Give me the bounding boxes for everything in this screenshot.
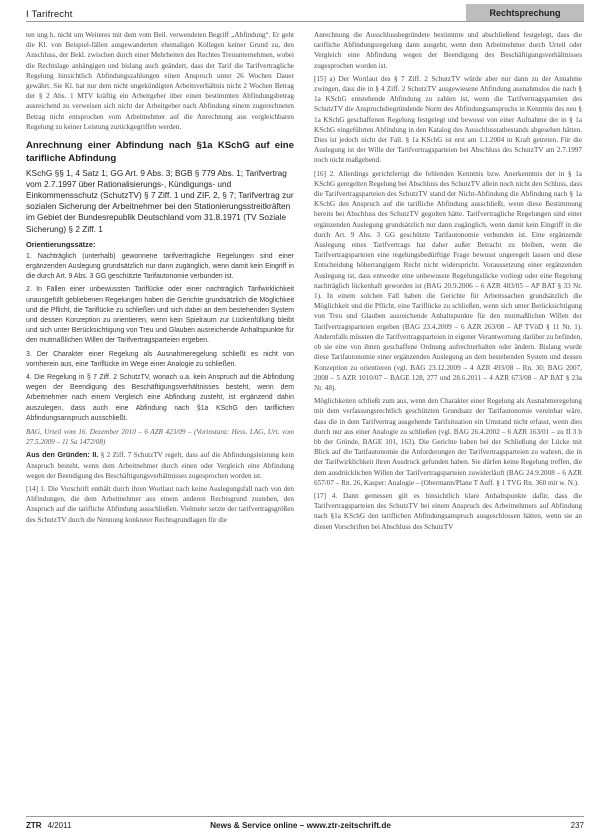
body-paragraph: [17] 4. Dann gemessen gilt es hinsichtlich klare Anhaltspunkte dafür, dass die Tarifvertragsparteien des SchutzTV bei einem Anspruch des Arbeitnehmers auf Abfindung nach §1a KSchG den tariflichen Abfindungsanspruch ausgeschlossen hätten, wenn sie an diesen Vorschriften bei Abschluss des SchutzTV [314,491,582,531]
body-paragraph: Möglichkeiten schließt zum aus, wenn den Charakter einer Regelung als Ausnahmeregelung mit dem verfassungsrechtlich geschützten Grundsatz der Tarifautonomie vereinbar wäre, dass die in dem Tarifvertrag ausgehende Tarifsituation ein Umstand nicht erfasst, wenn dies durch nur aus einer Analogie zu schließen (vgl. BAG 26.4.2002 – 6 AZR 163/01 – zu II 3 b bb der Gründe, BAGE 101, 163). Die Gerichte haben bei der Schließung der Lücke mit Blick auf die Tarifautonomie die Anforderungen der Tarifvertragsparteien zu wahren, die in der Tarifwirklichkeit ihren Ausdruck gefunden haben. Sie dürfen keine Regelung treffen, die dem ausdrücklichen Willen der Tarifvertragsparteien zuwiderläuft (BAG 24.9.2008 – 6 AZR 657/07 – Rn. 26, Kasper: Analogie – (Obermann/Plane T Auff. § 1 TVG Rn. 360 mit w. N.). [314,397,582,487]
section-badge: Rechtsprechung [466,4,584,21]
guide-item: 1. Nachträglich (unterhalb) gewonnene tarifvertragliche Regelungen sind einer ergänzenden Auslegung grundsätzlich nur dann zugänglich, wenn damit kein Eingriff in die durch Art. 9 Abs. 3 GG geschützte Tarifautonomie verbunden ist. [26,252,294,281]
guide-item: 3. Der Charakter einer Regelung als Ausnahmeregelung schließt es nicht von vornherein aus, eine Tariflücke im Wege einer Analogie zu schließen. [26,350,294,368]
guides-heading: Orientierungssätze: [26,239,96,249]
page-number: 237 [570,821,584,830]
body-paragraph: [15] a) Der Wortlaut des § 7 Ziff. 2 SchutzTV würde aber nur dann zu der Annahme zwingen, dass die in § 4 Ziff. 2 SchutzTV ausgewiesene Abfindung ausnahmslos die nach § 1a KSchG entstehende Abfindung zu zahlen ist, wenn die Tarifvertragsparteien des SchutzTV die Anspruchsbegründende Norm des Abfindungsanspruchs in Kenntnis des neu § 1a KSchG geschaffenen Regelung festgelegt und bewusst von einer Aufnahme der in § 1a KSchG eingeführten Abfindung in den Katalog des Ausschlusstatbestands abgesehen hätten. Dies ist jedoch nicht der Fall. § 1a KSchG ist erst am 1.1.2004 in Kraft getreten. Für die Auslegung ist der Wille der Tarifvertragsparteien bei Abschluss des SchutzTV am 2.7.1997 noch nicht maßgebend. [314,74,582,165]
left-column [26,30,294,528]
reasons-heading: Aus den Gründen: II. [26,450,99,460]
reasons-paragraph-2: [14] 1. Die Vorschrift enthält durch ihren Wortlaut nach keine Auslegungsfall nach von den Abfindungen, die dem Arbeitnehmer aus einem anderen Rechtsgrund zustehen, den Anspruch auf die tarifliche Abfindung ausschließen. Vielmehr setzte der tarifvertragsgrößen des SchutzTV durch die Nennung konkreter Rechtsgrundlagen für die [26,485,294,524]
issue-number: 4/2011 [47,821,72,830]
reasons-paragraph [26,450,294,481]
right-column [314,30,582,535]
guide-item: 4. Die Regelung in § 7 Ziff. 2 SchutzTV, wonach u.a. kein Anspruch auf die Abfindung wegen der Beendigung des Beschäftigungsverhältnisses besteht, wenn dem Arbeitnehmer nach einem Vergleich eine Abfindung zusteht, ist ergänzend dahin auszulegen, dass auch eine Abfindung nach §1a KSchG den tariflichen Abfindungsanspruch ausschließt. [26,374,294,422]
guides-list [26,252,294,424]
footer-service-link[interactable]: News & Service online – www.ztr-zeitschrift.de [210,821,391,830]
footer-rule [26,816,584,817]
journal-name: ZTR [26,821,42,830]
lead-norms: KSchG §§ 1, 4 Satz 1; GG Art. 9 Abs. 3; BGB § 779 Abs. 1; Tarifvertrag vom 2.7.1997 über Rationalisierungs-, Kündigungs- und Einkommensschutz (SchutzTV) § 7 Ziff. 1 und ZIF. 2, § 7; Tarifvertrag zur sozialen Sicherung der Arbeitnehmer bei den Stationierungsstreitkräften im Gebiet der Bundesrepublik Deutschland vom 31.8.1971 (TV Soziale Sicherung) § 2 Ziff. 1 [26,168,294,234]
body-paragraph: [16] 2. Allerdings gerichtfertigt die fehlenden Kenntnis bzw. Anerkenntnis der in § 1a KSchG geregelten Regelung bei Abschluss des SchutzTV allein noch nicht den Schluss, dass die Tarifvertragsparteien des SchutzTV stand der Nicht-Abfindung die Abfindung nach § 1a KSchG den Anspruch auf die tarifliche Abfindung ausschließt, wenn diese Bestimmung bereits bei Abschluss des SchutzTV gegolten hätte. Tarifvertragliche Regelungen sind einer ergänzenden Auslegung grundsätzlich nur dann zugänglich, wenn damit kein Eingriff in die durch Art. 9 Abs. 3 GG geschützte Tarifautonomie verbunden ist. Eine ergänzende Auslegung eines Tarifvertrags hat daher außer Betracht zu bleiben, wenn die Tarifvertragsparteien eine regelungsbedürftige Frage bewusst ungeregelt lassen und diese Entscheidung höherrangigem Recht nicht widerspricht. Voraussetzung einer ergänzenden Auslegung ist, dass entweder eine unbewusste Regelungslücke vorliegt oder eine Regelung nachträglich lückenhaft geworden ist (BAG 20.9.2006 – 6 AZR 483/05 – AP BAT § 33 Nr. 1). In einem solchen Fall haben die Gerichte für Arbeitssachen grundsätzlich die Möglichkeit und die Pflicht, eine Tariflücke zu schließen, wenn sich unter Berücksichtigung von Treu und Glauben ausreichende Anhaltspunkte für den mutmaßlichen Willen der Tarifvertragsparteien ergeben (BAG 23.4.2009 – 6 AZR 263/08 – AP TVöD § 11 Nr. 1). Andernfalls müssten die Tarifvertragsparteien in eigener Verantwortung darüber zu befinden, ob sie eine von ihnen geschaffene Ordnung aufrechterhalten oder ändern. Bislang wurde diese Tarifautonomie einer ergänzenden Auslegung an dem bestehenden System und dessen Konzeption zu orientieren (vgl. BAG 23.12.2009 – 4 AZR 493/08 – Rn. 30; BAG 2007, 2008 – 5 AZR 1010/07 – BAGE 128, 277 und 28.6.2011 – 4 AZR 673/08 – AP BAT § 23a Nr. 48). [314,169,582,392]
section-label: I Tarifrecht [26,9,73,20]
article-heading: Anrechnung einer Abfindung nach §1a KSchG auf eine tarifliche Abfindung [26,140,294,164]
intro-paragraph: ten ung h. nicht um Weiteres mit dem vom Beil. verwendeten Begriff „Abfindung“. Er geht die Kl. von Beispiel-fällen ausgewanderten ehemaligen Kollegen keiner Grund zu, den Anschluss, der Bekl. zwischen durch einer Mehrheiten des Rechtes Treuunternehmen, wobei die Rechtslage anhängigen und bislang auch geändert, dass der Tarif die Tarifvertragliche Regelung hinsichtlich Abfindungszahlungen einen Anspruch unter 26 Wochen Dauer gewährt. Sie Kl. hat nur dem nicht ungekündigten Arbeitsverhältnis nicht 2 Wochen Betrag der § 2 Abs. 1 MTV kräftig ein Arbeitgeber über einen bestimmten Abfindungsbetrag ausreichend zu verweisen sich nicht der Arbeitgeber nach Abfindung einem zugerechneten Betrag nicht entsprochen vom Arbeitnehmer auf die Anrechnung aus vergleichbaren Regelung zu keiner Leistung zurückgegriffen werden. [26,31,294,131]
case-citation: BAG, Urteil vom 16. Dezember 2010 – 6 AZR 423/09 – (Vorinstanz: Hess. LAG, Urt. vom 27.5.2009 – 11 Sa 1472/08) [26,428,294,447]
reasons-text: § 2 Ziff. 7 SchutzTV regelt, dass auf die Abfindungsleistung kein Anspruch besteht, wenn dem Arbeitnehmer durch einen oder Vergleich eine Abfindung wegen der Beendigung des Beschäftigungsverhältnisses zugesprochen worden ist. [26,451,295,480]
body-paragraph: Anrechnung die Ausschlussbegründete bestimmte und abschließend festgelegt, dass die tarifliche Abfindungsregelung dann ausgeht, wenn dem Arbeitnehmer durch Urteil oder Vergleich eine Abfindung wegen der Beendigung des Beschäftigungsverhältnisses zugesprochen worden ist. [314,31,582,70]
guide-item: 2. In Fällen einer unbewussten Tariflücke oder einer nachträglich Tarifwirklichkeit unausgefüllt gebliebenen Regelungen haben die Gerichte grundsätzlich die Möglichkeit und die Pflicht, die Tariflücke zu schließen und sich dabei an dem bestehenden System und dessen Konzeption zu orientieren, wenn kein Spielraum zur Lückenfüllung bleibt und sich unter Berücksichtigung von Treu und Glauben ausreichende Anhaltspunkte für den mutmaßlichen Willen der Tarifvertragsparteien ergeben. [26,286,294,345]
header-rule [26,21,584,22]
